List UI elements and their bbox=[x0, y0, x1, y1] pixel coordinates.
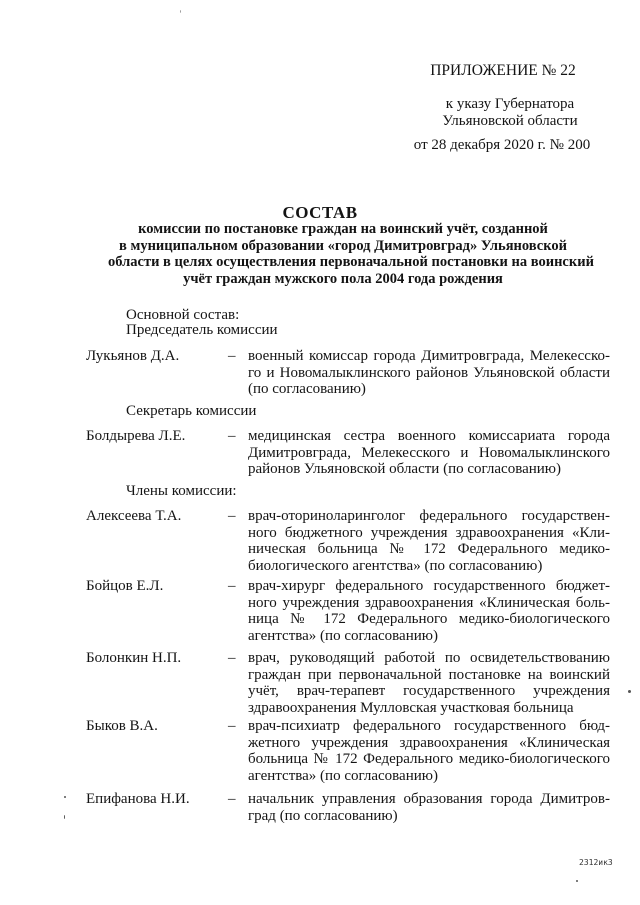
decree-reference-line: к указу Губернатора bbox=[445, 96, 575, 112]
member-description bbox=[248, 650, 610, 716]
member-description bbox=[248, 718, 610, 784]
description-line: врач-психиатр федерального государственного бюд- bbox=[248, 718, 610, 734]
scan-speck bbox=[64, 815, 65, 819]
appendix-number: ПРИЛОЖЕНИЕ № 22 bbox=[430, 62, 576, 79]
member-name: Алексеева Т.А. bbox=[86, 508, 182, 524]
description-line: Димитровграда, Мелекесского и Новомалыклинского bbox=[248, 444, 610, 461]
description-line: врач-оториноларинголог федерального государствен- bbox=[248, 508, 610, 524]
subtitle-line: учёт граждан мужского пола 2004 года рождения bbox=[183, 270, 503, 287]
member-description bbox=[248, 578, 610, 644]
decree-reference-line: Ульяновской области bbox=[442, 113, 578, 129]
description-line: граждан при первоначальной постановке на воинский bbox=[248, 666, 610, 683]
dash-separator: – bbox=[228, 791, 236, 807]
description-line: здравоохранения Мулловская участковая больница bbox=[248, 699, 574, 716]
section-chairman: Председатель комиссии bbox=[126, 322, 278, 338]
dash-separator: – bbox=[228, 718, 236, 734]
subtitle-line: в муниципальном образовании «город Димитровград» Ульяновской bbox=[118, 237, 568, 254]
member-name: Бойцов Е.Л. bbox=[86, 578, 164, 594]
description-line: районов Ульяновской области (по согласованию) bbox=[248, 461, 561, 477]
section-main-composition: Основной состав: bbox=[126, 307, 240, 323]
decree-date: от 28 декабря 2020 г. № 200 bbox=[413, 137, 591, 153]
document-title: СОСТАВ bbox=[282, 203, 358, 222]
description-line: агентства» (по согласованию) bbox=[248, 767, 438, 784]
dash-separator: – bbox=[228, 650, 236, 666]
description-line: военный комиссар города Димитровграда, Мелекесско- bbox=[248, 348, 610, 364]
description-line: жетного учреждения здравоохранения «Клиническая bbox=[248, 734, 610, 751]
description-line: больница № 172 Федерального медико-биологического bbox=[248, 751, 610, 767]
description-line: ническая больница № 172 Федерального медико- bbox=[248, 541, 610, 557]
member-description bbox=[248, 428, 610, 478]
section-secretary: Секретарь комиссии bbox=[126, 403, 257, 419]
member-name: Быков В.А. bbox=[86, 718, 158, 734]
description-line: биологического агентства» (по согласованию) bbox=[248, 557, 543, 574]
decree-reference bbox=[420, 96, 600, 130]
scan-speck bbox=[64, 796, 66, 798]
member-name: Болдырева Л.Е. bbox=[86, 428, 186, 444]
description-line: врач-хирург федерального государственного бюджет- bbox=[248, 578, 610, 594]
section-members: Члены комиссии: bbox=[126, 483, 237, 499]
member-description bbox=[248, 348, 610, 398]
scan-speck bbox=[180, 10, 181, 13]
member-name: Болонкин Н.П. bbox=[86, 650, 182, 666]
scan-speck bbox=[576, 880, 578, 882]
description-line: град (по согласованию) bbox=[248, 807, 398, 824]
description-line: ного учреждения здравоохранения «Клиническая боль- bbox=[248, 594, 610, 611]
page-code: 2312ик3 bbox=[579, 858, 613, 867]
subtitle-line: комиссии по постановке граждан на воинский учёт, созданной bbox=[138, 221, 548, 237]
description-line: агентства» (по согласованию) bbox=[248, 627, 438, 644]
description-line: го и Новомалыклинского районов Ульяновской области bbox=[248, 364, 610, 381]
description-line: начальник управления образования города Димитров- bbox=[248, 791, 610, 807]
description-line: ница № 172 Федерального медико-биологического bbox=[248, 611, 610, 627]
description-line: ного бюджетного учреждения здравоохранения «Кли- bbox=[248, 524, 610, 541]
member-name: Епифанова Н.И. bbox=[86, 791, 190, 807]
dash-separator: – bbox=[228, 578, 236, 594]
document-subtitle bbox=[108, 221, 594, 287]
subtitle-line: области в целях осуществления первоначальной постановки на воинский bbox=[108, 254, 594, 270]
dash-separator: – bbox=[228, 428, 236, 444]
scan-speck bbox=[628, 690, 631, 693]
member-description bbox=[248, 791, 610, 824]
description-line: (по согласованию) bbox=[248, 381, 366, 397]
member-name: Лукьянов Д.А. bbox=[86, 348, 180, 364]
description-line: врач, руководящий работой по освидетельствованию bbox=[248, 650, 610, 666]
dash-separator: – bbox=[228, 508, 236, 524]
description-line: медицинская сестра военного комиссариата города bbox=[248, 428, 610, 444]
description-line: учёт, врач-терапевт государственного учреждения bbox=[248, 683, 610, 699]
dash-separator: – bbox=[228, 348, 236, 364]
member-description bbox=[248, 508, 610, 574]
